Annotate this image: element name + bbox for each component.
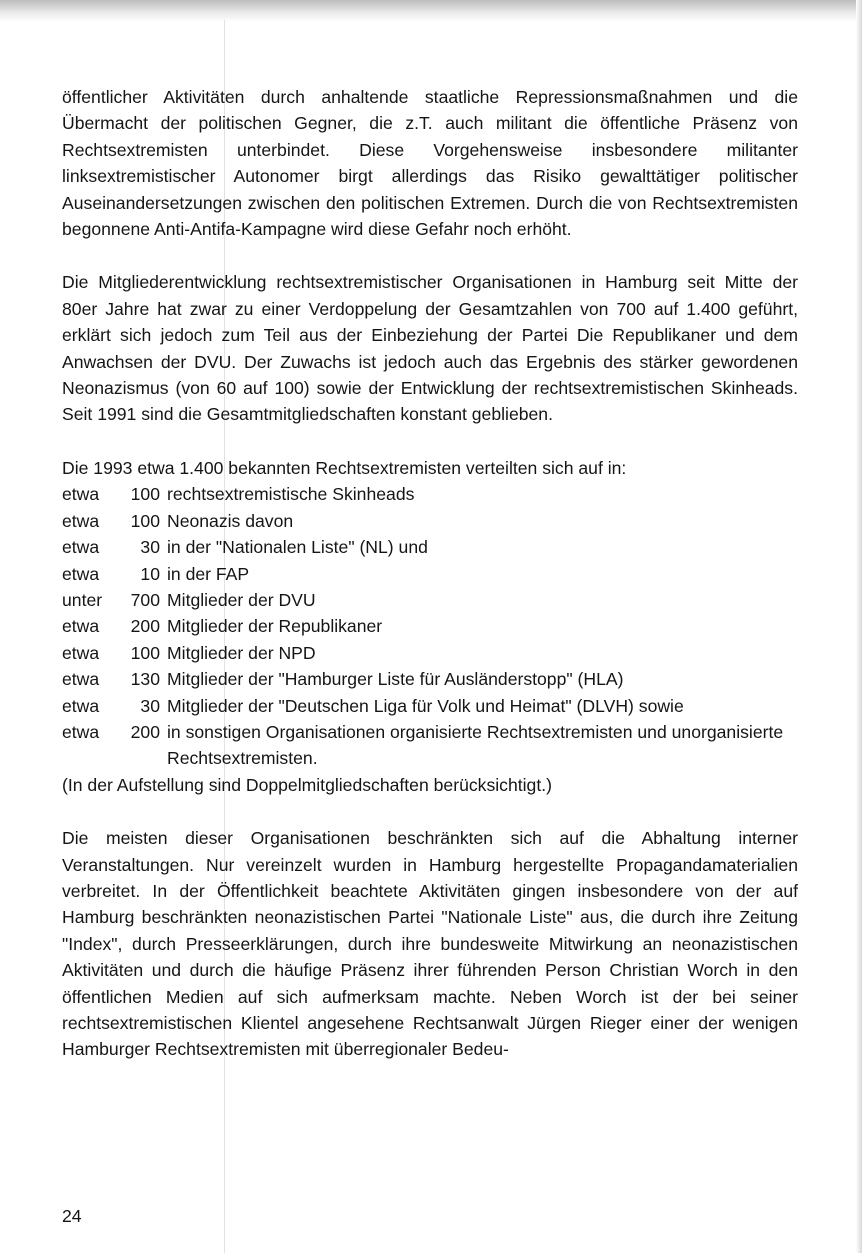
list-item-count: 200 [130, 616, 160, 637]
list-item-qualifier: etwa [62, 563, 100, 584]
list-item-count: 10 [140, 563, 160, 584]
list-item-text: Mitglieder der NPD [167, 642, 316, 663]
list-item [62, 508, 798, 534]
scan-top-shadow [0, 0, 862, 22]
list-item-text: in sonstigen Organisationen organisierte Rechtsextremisten und unorganisierte Rechtsextremisten. [167, 721, 784, 769]
membership-list [62, 455, 798, 798]
list-item-count: 100 [130, 642, 160, 663]
list-item-qualifier: etwa [62, 484, 100, 505]
list-item [62, 587, 798, 613]
list-item [62, 666, 798, 692]
list-item-text: Mitglieder der "Deutschen Liga für Volk und Heimat" (DLVH) sowie [167, 695, 684, 716]
list-item-count: 130 [130, 669, 160, 690]
list-item-text: Mitglieder der DVU [167, 589, 316, 610]
list-item-count: 100 [130, 510, 160, 531]
list-item-text: in der FAP [167, 563, 250, 584]
list-item-qualifier: etwa [62, 537, 100, 558]
list-item [62, 640, 798, 666]
scan-right-edge [856, 0, 862, 1253]
list-item-qualifier: etwa [62, 669, 100, 690]
document-page [62, 84, 798, 1063]
list-item [62, 719, 798, 772]
list-item-count: 100 [130, 484, 160, 505]
list-item-qualifier: etwa [62, 642, 100, 663]
membership-list-intro: Die 1993 etwa 1.400 bekannten Rechtsextremisten verteilten sich auf in: [62, 457, 627, 478]
list-item-qualifier: unter [62, 589, 103, 610]
list-item [62, 613, 798, 639]
paragraph-organisations: Die meisten dieser Organisationen beschränkten sich auf die Abhaltung interner Veranstaltungen. Nur vereinzelt wurden in Hamburg hergestellte Propagandamaterialien verbreitet. In der Öffentlichkeit beachtete Aktivitäten gingen insbesondere von der auf Hamburg beschränkten neonazistischen Partei "Nationale Liste" aus, die durch ihre Zeitung "Index", durch Presseerklärungen, durch ihre bundesweite Mitwirkung an neonazistischen Aktivitäten und durch die häufige Präsenz ihrer führenden Person Christian Worch in den öffentlichen Medien auf sich aufmerksam machte. Neben Worch ist der bei seiner rechtsextremistischen Klientel angesehene Rechtsanwalt Jürgen Rieger einer der wenigen Hamburger Rechtsextremisten mit überregionaler Bedeu- [62, 828, 798, 1060]
list-item-qualifier: etwa [62, 695, 100, 716]
list-item-text: Mitglieder der "Hamburger Liste für Ausländerstopp" (HLA) [167, 669, 624, 690]
list-item [62, 693, 798, 719]
list-item-text: rechtsextremistische Skinheads [167, 484, 415, 505]
membership-list-rows [62, 481, 798, 771]
paragraph-repression: öffentlicher Aktivitäten durch anhaltende staatliche Repressionsmaßnahmen und die Übermacht der politischen Gegner, die z.T. auch militant die öffentliche Präsenz von Rechtsextremisten unterbindet. Diese Vorgehensweise insbesondere militanter linksextremistischer Autonomer birgt allerdings das Risiko gewalttätiger politischer Auseinandersetzungen zwischen den politischen Extremen. Durch die von Rechtsextremisten begonnene Anti-Antifa-Kampagne wird diese Gefahr noch erhöht. [62, 87, 798, 240]
paragraph-membership-development: Die Mitgliederentwicklung rechtsextremistischer Organisationen in Hamburg seit Mitte der 80er Jahre hat zwar zu einer Verdoppelung der Gesamtzahlen von 700 auf 1.400 geführt, erklärt sich jedoch zum Teil aus der Einbeziehung der Partei Die Republikaner und dem Anwachsen der DVU. Der Zuwachs ist jedoch auch das Ergebnis des stärker gewordenen Neonazismus (von 60 auf 100) sowie der Entwicklung der rechtsextremistischen Skinheads. Seit 1991 sind die Gesamtmitgliedschaften konstant geblieben. [62, 272, 798, 425]
list-item [62, 481, 798, 507]
list-item-qualifier: etwa [62, 616, 100, 637]
list-item-text: Neonazis davon [167, 510, 294, 531]
list-item-count: 200 [130, 721, 160, 742]
membership-list-note: (In der Aufstellung sind Doppelmitgliedschaften berücksichtigt.) [62, 774, 552, 795]
list-item [62, 561, 798, 587]
list-item-count: 30 [140, 537, 160, 558]
list-item-qualifier: etwa [62, 510, 100, 531]
list-item-count: 30 [140, 695, 160, 716]
list-item-count: 700 [130, 589, 160, 610]
list-item-text: Mitglieder der Republikaner [167, 616, 383, 637]
list-item-text: in der "Nationalen Liste" (NL) und [167, 537, 428, 558]
list-item [62, 534, 798, 560]
list-item-qualifier: etwa [62, 721, 100, 742]
page-number: 24 [62, 1206, 82, 1226]
